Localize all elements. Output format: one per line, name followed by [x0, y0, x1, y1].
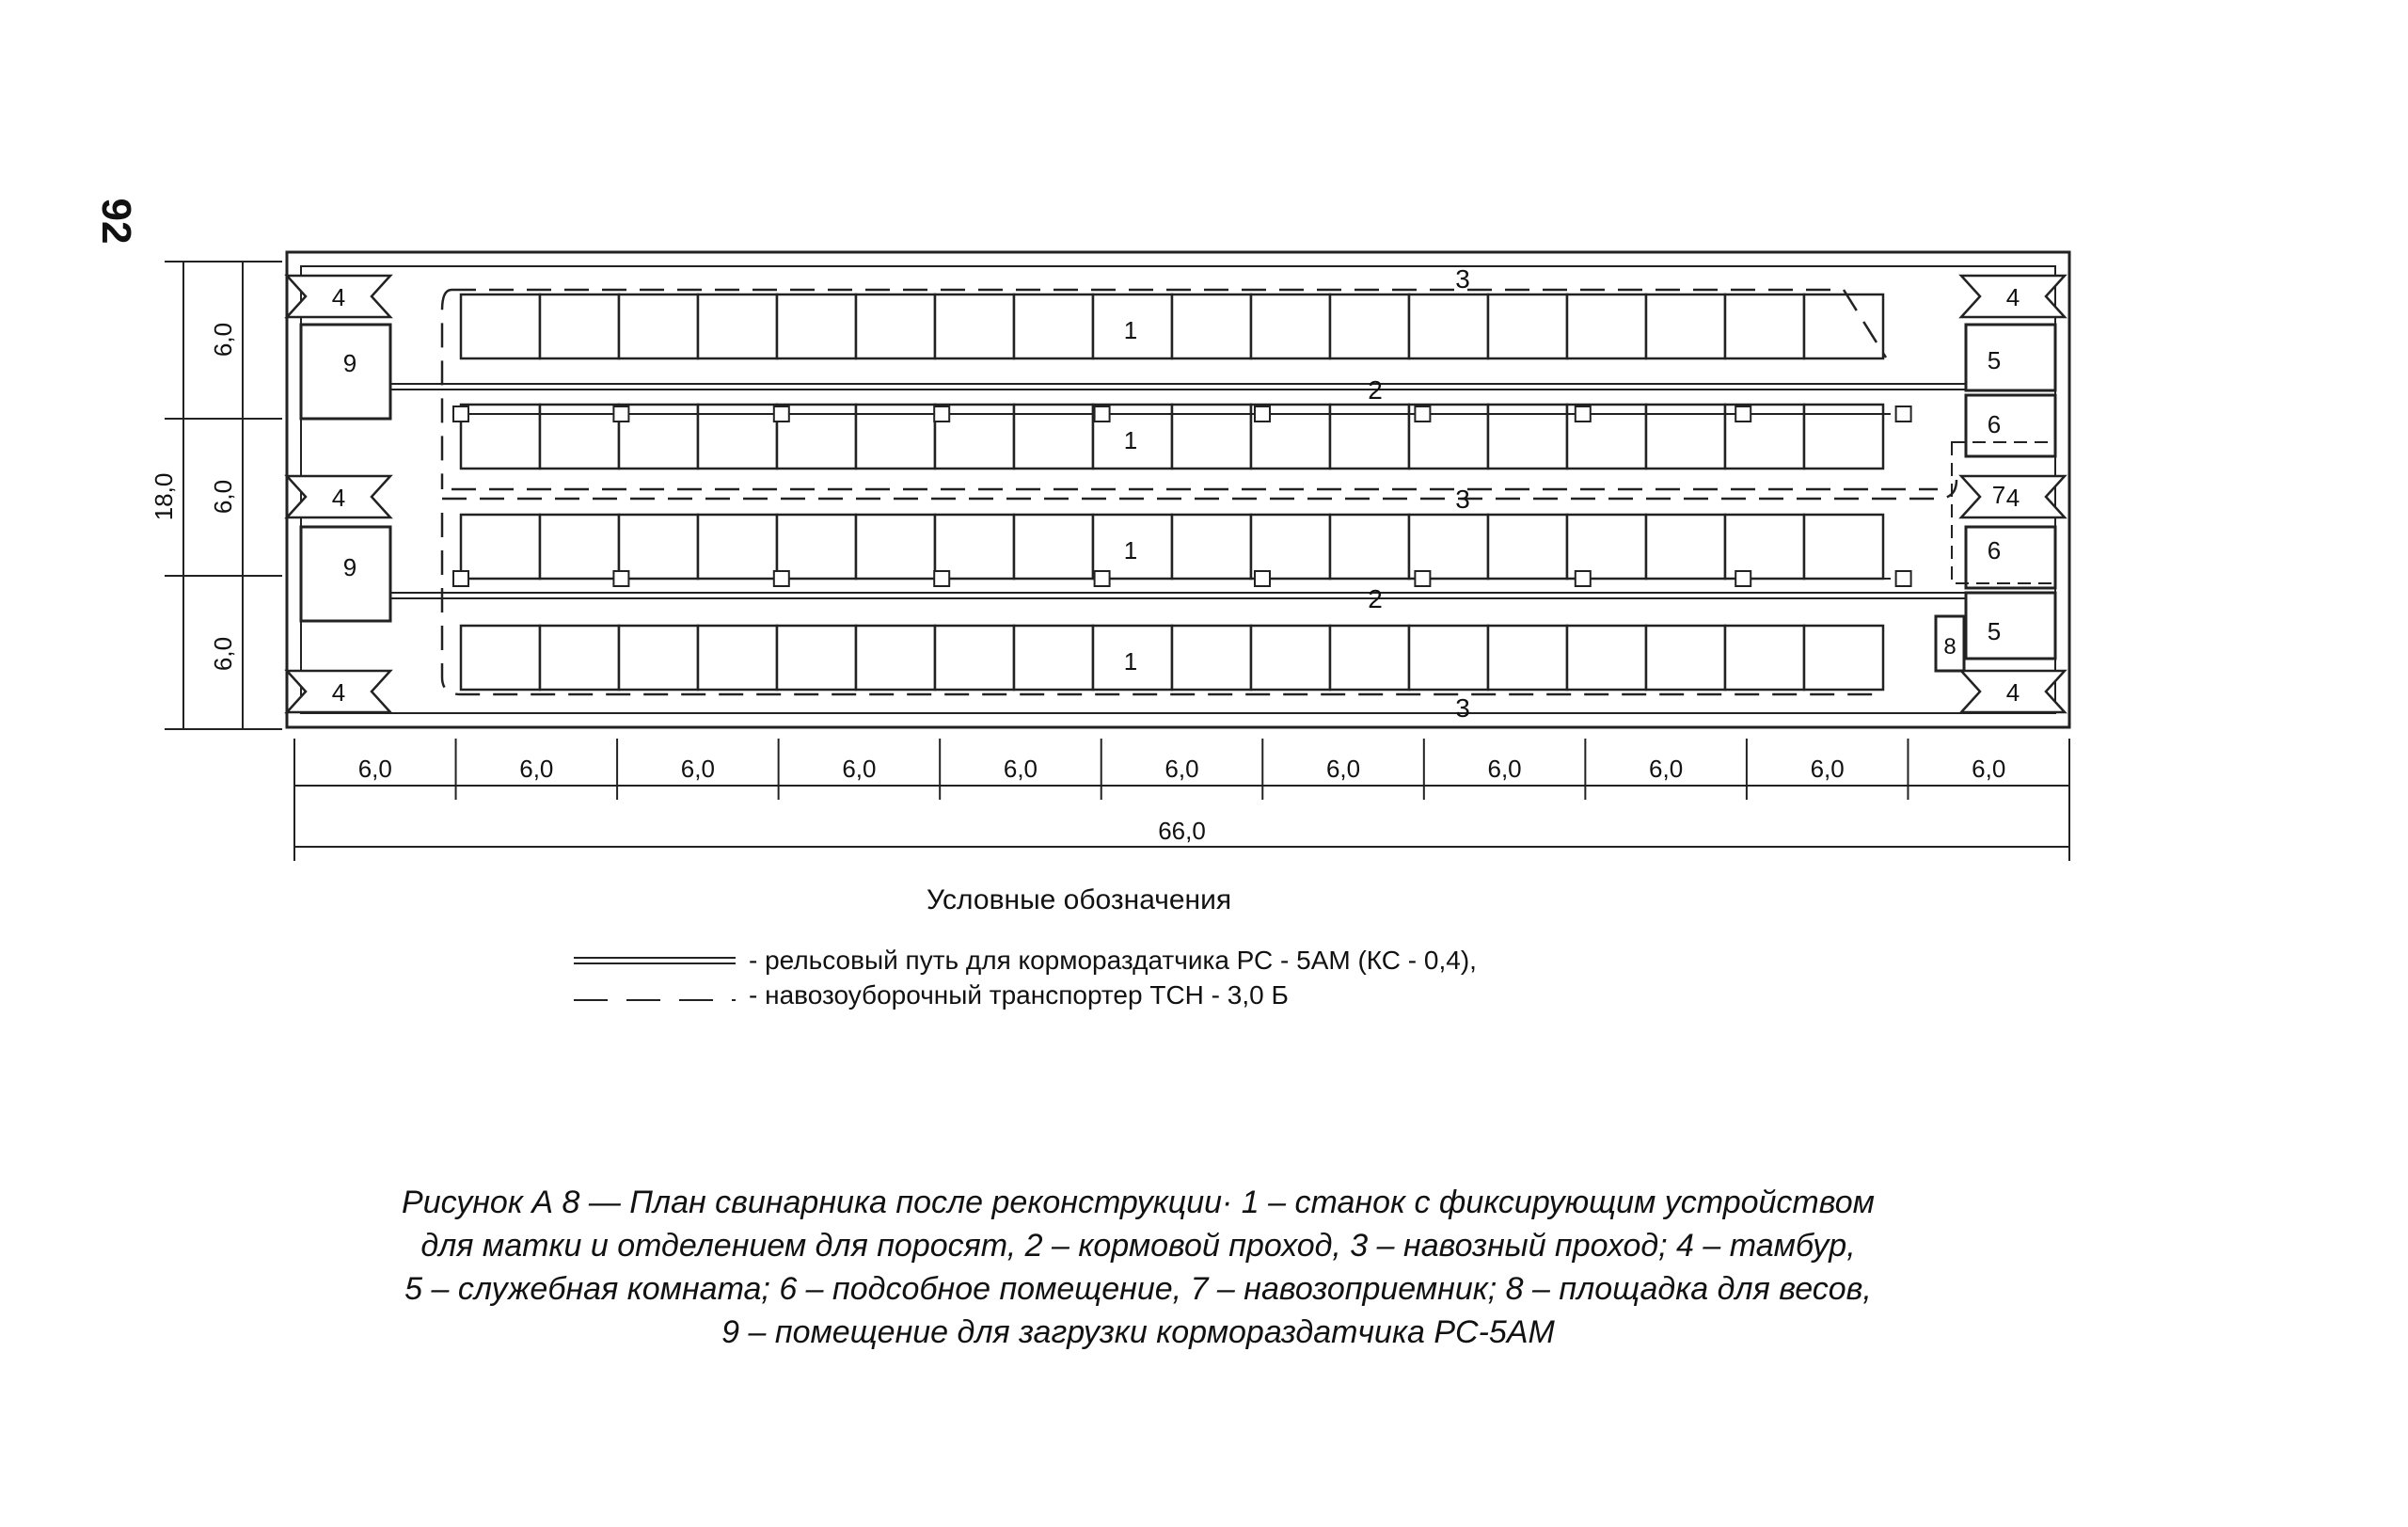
dimension-bay-label: 6,0 [1649, 755, 1684, 783]
label-loading-room: 9 [342, 349, 357, 377]
dimension-bay-label: 6,0 [1810, 755, 1845, 783]
dimension-total-length: 66,0 [1158, 817, 1206, 845]
post [1095, 406, 1110, 422]
post [613, 571, 628, 586]
stall [1488, 515, 1567, 579]
stall [619, 626, 698, 690]
label-manure-aisle: 3 [1455, 693, 1470, 723]
post [1255, 406, 1270, 422]
stall [461, 515, 540, 579]
stall [1014, 515, 1093, 579]
legend-item-rail: - рельсовый путь для кормораздатчика РС - 5АМ (КС - 0,4), [574, 944, 1477, 978]
label-office: 5 [1987, 346, 2002, 374]
dimension-bay-label: 6,0 [680, 755, 715, 783]
stall [935, 626, 1014, 690]
post [1896, 571, 1911, 586]
utility-top [1966, 395, 2055, 456]
post [774, 406, 789, 422]
dimension-row-width: 6,0 [209, 479, 237, 515]
stall [1330, 515, 1409, 579]
stall [1804, 294, 1883, 358]
stall [1646, 515, 1725, 579]
label-loading-room: 9 [342, 553, 357, 581]
label-stall: 1 [1123, 647, 1138, 676]
post [1095, 571, 1110, 586]
stall [540, 626, 619, 690]
dimension-row-width: 6,0 [209, 322, 237, 358]
office-top [1966, 325, 2055, 390]
label-manure-aisle: 3 [1455, 485, 1470, 514]
stall [461, 626, 540, 690]
label-vestibule: 4 [2005, 484, 2020, 512]
post [774, 571, 789, 586]
figure-caption: Рисунок А 8 — План свинарника после реконструкции· 1 – станок с фиксирующим устройством для матки и отделением для поросят, 2 – кормовой проход, 3 – навозный проход; 4 – тамбур, 5 – служебная комната; 6 – подсобное помещение, 7 – навозоприемник; 8 – площадка для весов, 9 – помещение для загрузки кормораздатчика РС-5АМ [402, 1185, 1875, 1350]
label-manure-receiver: 7 [1991, 481, 2006, 509]
post [1576, 571, 1591, 586]
post [453, 406, 468, 422]
legend-title: Условные обозначения [927, 884, 1232, 915]
post [1735, 406, 1751, 422]
stall [856, 626, 935, 690]
stall [1567, 515, 1646, 579]
double-line-swatch [574, 951, 736, 970]
stall [1330, 626, 1409, 690]
stall [1725, 515, 1804, 579]
post [613, 406, 628, 422]
post [1415, 406, 1430, 422]
stall [1409, 294, 1488, 358]
label-office: 5 [1987, 617, 2002, 645]
stall [1646, 626, 1725, 690]
post [1255, 571, 1270, 586]
stall [619, 515, 698, 579]
stall [1251, 626, 1330, 690]
label-feed-aisle: 2 [1368, 584, 1383, 613]
label-stall: 1 [1123, 426, 1138, 454]
stall [1804, 626, 1883, 690]
stall [1330, 294, 1409, 358]
label-utility: 6 [1987, 536, 2002, 565]
stall [1172, 515, 1251, 579]
dimension-bay-label: 6,0 [357, 755, 392, 783]
label-vestibule: 4 [2005, 283, 2020, 311]
post [934, 571, 949, 586]
label-vestibule: 4 [331, 283, 346, 311]
stall [1014, 626, 1093, 690]
stall [1646, 294, 1725, 358]
label-manure-aisle: 3 [1455, 264, 1470, 294]
label-utility: 6 [1987, 410, 2002, 438]
dimension-bay-label: 6,0 [1164, 755, 1199, 783]
stall [935, 515, 1014, 579]
stall [1567, 294, 1646, 358]
label-vestibule: 4 [331, 484, 346, 512]
stall [1409, 626, 1488, 690]
stall [856, 294, 935, 358]
stall [1172, 626, 1251, 690]
dimension-bay-label: 6,0 [1487, 755, 1522, 783]
dimension-bay-label: 6,0 [1972, 755, 2006, 783]
post [1896, 406, 1911, 422]
stall [1172, 294, 1251, 358]
dimension-bay-label: 6,0 [842, 755, 877, 783]
utility-bottom [1966, 527, 2055, 588]
stall [1251, 294, 1330, 358]
label-feed-aisle: 2 [1368, 375, 1383, 405]
label-stall: 1 [1123, 536, 1138, 565]
label-scales: 8 [1943, 634, 1956, 660]
stall [1804, 515, 1883, 579]
dimension-bay-label: 6,0 [519, 755, 554, 783]
stall [856, 515, 935, 579]
label-vestibule: 4 [2005, 678, 2020, 707]
dashed-line-swatch [574, 999, 736, 1001]
stall [777, 294, 856, 358]
dimension-bay-label: 6,0 [1003, 755, 1038, 783]
legend-item-conveyor: - навозоуборочный транспортер ТСН - 3,0 Б [574, 978, 1289, 1012]
label-stall: 1 [1123, 316, 1138, 344]
stall [1409, 515, 1488, 579]
stall [461, 294, 540, 358]
post [1735, 571, 1751, 586]
stall [540, 294, 619, 358]
post [1415, 571, 1430, 586]
stall [1725, 626, 1804, 690]
dimension-total-width: 18,0 [150, 472, 178, 521]
office-bottom [1966, 593, 2055, 659]
dimension-row-width: 6,0 [209, 636, 237, 672]
stall [619, 294, 698, 358]
post [934, 406, 949, 422]
stall [540, 515, 619, 579]
dimension-bay-label: 6,0 [1325, 755, 1361, 783]
stall [777, 626, 856, 690]
stall [1725, 294, 1804, 358]
stall [1251, 515, 1330, 579]
label-vestibule: 4 [331, 678, 346, 707]
stall [698, 515, 777, 579]
stall [935, 294, 1014, 358]
stall [1488, 626, 1567, 690]
stall [1014, 294, 1093, 358]
stall [1567, 626, 1646, 690]
post [1576, 406, 1591, 422]
stall [698, 294, 777, 358]
page-number: 92 [93, 198, 139, 245]
post [453, 571, 468, 586]
stall [698, 626, 777, 690]
stall [1488, 294, 1567, 358]
stall [777, 515, 856, 579]
